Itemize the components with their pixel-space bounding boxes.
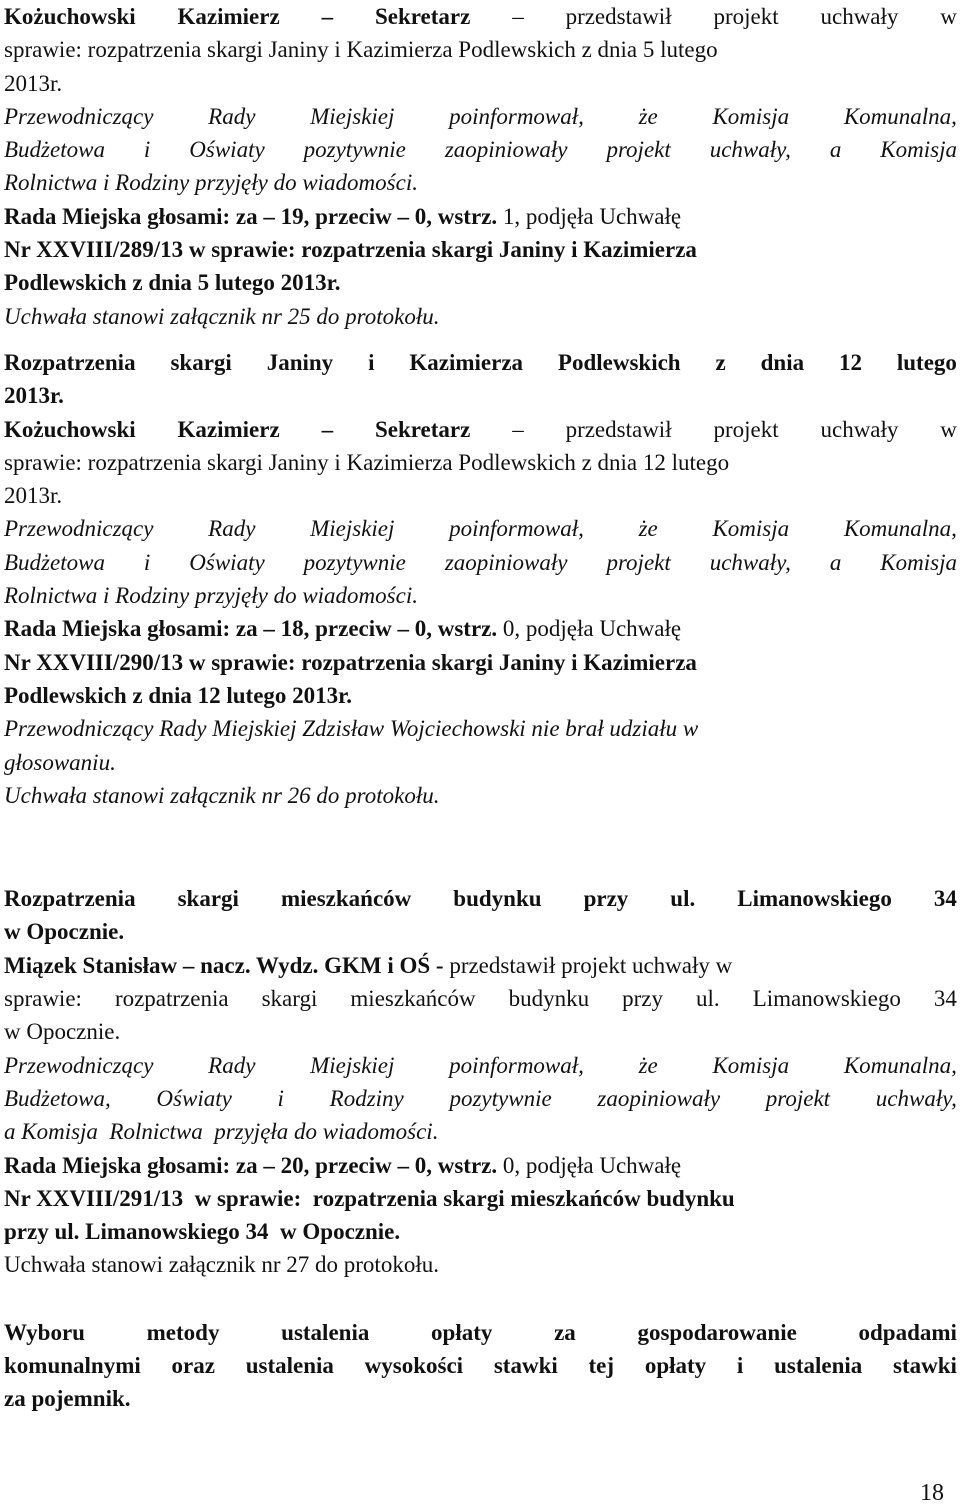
word: przedstawił xyxy=(565,416,672,442)
word: Kazimierz xyxy=(177,416,280,442)
word: a xyxy=(829,137,842,163)
subject-line xyxy=(4,982,957,1015)
word: z xyxy=(715,349,726,375)
word: komunalnymi xyxy=(4,1352,141,1378)
word: Komunalna, xyxy=(843,516,957,542)
resolution-number: Nr XXVIII/289/13 w sprawie: rozpatrzenia skargi Janiny i Kazimierza xyxy=(4,237,697,263)
word: skargi xyxy=(261,986,318,1012)
word: Budżetowa xyxy=(4,137,105,163)
word: uchwały xyxy=(820,4,899,29)
word: Rozpatrzenia xyxy=(4,886,136,912)
vote-result xyxy=(4,1149,960,1182)
word: wysokości xyxy=(364,1352,464,1378)
chairman-note: Przewodniczący Rady Miejskiej Zdzisław Wojciechowski nie brał udziału w xyxy=(4,716,699,742)
word: uchwały, xyxy=(709,549,791,575)
vote-counts: Rada Miejska głosami: za – 18, przeciw – 0, wstrz. xyxy=(4,616,498,642)
resolution-subject: przy ul. Limanowskiego 34 w Opocznie. xyxy=(4,1219,401,1245)
word: – xyxy=(321,4,334,29)
section-heading-year: 2013r. xyxy=(4,383,64,409)
page-number: 18 xyxy=(920,1480,944,1506)
attachment-note: Uchwała stanowi załącznik nr 26 do protokołu. xyxy=(4,782,440,808)
word: Budżetowa xyxy=(4,549,105,575)
word: metody xyxy=(146,1319,220,1345)
subject-year: 2013r. xyxy=(4,70,63,96)
word: budynku xyxy=(453,886,542,912)
word: oraz xyxy=(171,1352,215,1378)
resolution-number: Nr XXVIII/290/13 w sprawie: rozpatrzenia skargi Janiny i Kazimierza xyxy=(4,649,697,675)
word: Przewodniczący xyxy=(4,516,154,542)
word: gospodarowanie xyxy=(637,1319,797,1345)
word: Oświaty xyxy=(189,137,265,163)
word: mieszkańców xyxy=(350,986,476,1012)
word: Komisja xyxy=(712,103,790,129)
attachment-note: Uchwała stanowi załącznik nr 27 do protokołu. xyxy=(4,1252,439,1278)
word: Podlewskich xyxy=(557,349,681,375)
word: Komisja xyxy=(880,137,957,163)
word: projekt xyxy=(606,549,671,575)
word: Komunalna, xyxy=(843,103,957,129)
word: tej xyxy=(588,1352,615,1378)
word: rozpatrzenia xyxy=(114,986,229,1012)
word: budynku xyxy=(508,986,590,1012)
word: w xyxy=(940,4,957,29)
attachment-note: Uchwała stanowi załącznik nr 25 do protokołu. xyxy=(4,303,440,329)
committee-opinion-line-3: Rolnictwa i Rodziny przyjęły do wiadomości. xyxy=(4,583,418,609)
word: Limanowskiego xyxy=(752,986,901,1012)
word: Rozpatrzenia xyxy=(4,349,136,375)
word: stawki xyxy=(893,1352,957,1378)
presenter-name: Miązek Stanisław – nacz. Wydz. GKM i OŚ - xyxy=(4,952,444,978)
committee-opinion-line-2 xyxy=(4,1082,957,1115)
word: i xyxy=(143,549,151,575)
vote-adopted: 1, podjęła Uchwałę xyxy=(497,203,682,229)
word: za xyxy=(554,1319,576,1345)
word: skargi xyxy=(170,349,232,375)
committee-opinion-line-3: a Komisja Rolnictwa przyjęła do wiadomości. xyxy=(4,1119,439,1145)
word: Rady xyxy=(208,516,256,542)
word: Sekretarz xyxy=(374,4,471,29)
word: że xyxy=(638,516,658,542)
word: ustalenia xyxy=(774,1352,863,1378)
presenter-line xyxy=(4,0,957,33)
committee-opinion-line-1 xyxy=(4,1049,957,1082)
word: lutego xyxy=(896,349,957,375)
word: Rodziny xyxy=(329,1085,404,1111)
word: projekt xyxy=(765,1085,831,1111)
word: uchwały, xyxy=(709,137,791,163)
subject-place: w Opocznie. xyxy=(4,1019,121,1045)
word: Komisja xyxy=(712,516,790,542)
word: Miejskiej xyxy=(310,1052,395,1078)
word: Przewodniczący xyxy=(4,1052,154,1078)
word: Komisja xyxy=(712,1052,790,1078)
committee-opinion-line-1 xyxy=(4,100,957,133)
word: mieszkańców xyxy=(280,886,412,912)
word: sprawie: xyxy=(4,986,82,1012)
word: ustalenia xyxy=(245,1352,334,1378)
word: projekt xyxy=(606,137,671,163)
word: Komisja xyxy=(880,549,957,575)
word: opłaty xyxy=(431,1319,493,1345)
word: ul. xyxy=(670,886,696,912)
word: Oświaty xyxy=(156,1085,232,1111)
resolution-290-block xyxy=(4,346,960,812)
word: i xyxy=(143,137,151,163)
word: uchwały, xyxy=(875,1085,957,1111)
section-heading xyxy=(4,882,957,915)
word: projekt xyxy=(713,416,779,442)
word: Komunalna, xyxy=(843,1052,957,1078)
word: Kazimierza xyxy=(409,349,524,375)
committee-opinion-line-2 xyxy=(4,133,957,166)
word: skargi xyxy=(177,886,239,912)
vote-counts: Rada Miejska głosami: za – 19, przeciw – 0, wstrz. xyxy=(4,203,498,229)
word: ul. xyxy=(696,986,720,1012)
word: ustalenia xyxy=(281,1319,370,1345)
presenter-line xyxy=(4,413,957,446)
word: pozytywnie xyxy=(303,137,406,163)
word: Janiny xyxy=(266,349,334,375)
word: zaopiniowały xyxy=(597,1085,721,1111)
word: przedstawił xyxy=(565,4,672,29)
word: że xyxy=(638,103,658,129)
resolution-number: Nr XXVIII/291/13 w sprawie: rozpatrzenia skargi mieszkańców budynku xyxy=(4,1185,735,1211)
word: a xyxy=(829,549,842,575)
resolution-subject: Podlewskich z dnia 5 lutego 2013r. xyxy=(4,270,341,296)
vote-result xyxy=(4,612,960,645)
word: Oświaty xyxy=(189,549,265,575)
word: – xyxy=(321,416,334,442)
word: Miejskiej xyxy=(310,516,395,542)
word: – xyxy=(512,4,524,29)
word: zaopiniowały xyxy=(444,137,568,163)
section-heading xyxy=(4,346,957,379)
word: – xyxy=(512,416,524,442)
chairman-note-cont: głosowaniu. xyxy=(4,749,116,775)
word: projekt xyxy=(713,4,779,29)
resolution-291-block xyxy=(4,882,960,1282)
word: dnia xyxy=(760,349,805,375)
subject-year: 2013r. xyxy=(4,483,63,509)
word: odpadami xyxy=(858,1319,957,1345)
section-heading-place: w Opocznie. xyxy=(4,919,125,945)
word: opłaty xyxy=(644,1352,707,1378)
presenter-action: przedstawił projekt uchwały w xyxy=(443,952,733,978)
committee-opinion-line-1 xyxy=(4,512,957,545)
word: Sekretarz xyxy=(374,416,471,442)
word: Budżetowa, xyxy=(4,1085,111,1111)
word: Kożuchowski xyxy=(4,4,136,29)
section-heading-line-2 xyxy=(4,1349,957,1382)
committee-opinion-line-3: Rolnictwa i Rodziny przyjęły do wiadomości. xyxy=(4,170,418,196)
word: uchwały xyxy=(820,416,899,442)
vote-counts: Rada Miejska głosami: za – 20, przeciw – 0, wstrz. xyxy=(4,1152,498,1178)
word: 12 xyxy=(838,349,862,375)
word: Miejskiej xyxy=(310,103,395,129)
word: Kożuchowski xyxy=(4,416,136,442)
vote-adopted: 0, podjęła Uchwałę xyxy=(497,1152,682,1178)
vote-adopted: 0, podjęła Uchwałę xyxy=(497,616,682,642)
word: poinformował, xyxy=(449,516,584,542)
word: pozytywnie xyxy=(303,549,406,575)
word: że xyxy=(638,1052,658,1078)
word: Rady xyxy=(208,1052,256,1078)
word: przy xyxy=(622,986,664,1012)
vote-result xyxy=(4,200,960,233)
section-heading-line-1 xyxy=(4,1316,957,1349)
word: poinformował, xyxy=(449,103,584,129)
word: w xyxy=(940,416,957,442)
resolution-289-block xyxy=(4,0,960,333)
word: przy xyxy=(583,886,629,912)
word: pozytywnie xyxy=(449,1085,552,1111)
subject-line: sprawie: rozpatrzenia skargi Janiny i Kazimierza Podlewskich z dnia 5 lutego xyxy=(4,37,718,63)
word: stawki xyxy=(493,1352,558,1378)
word: i xyxy=(368,349,375,375)
word: Rady xyxy=(208,103,256,129)
word: zaopiniowały xyxy=(444,549,568,575)
word: Kazimierz xyxy=(177,4,280,29)
word: 34 xyxy=(933,986,957,1012)
word: Limanowskiego xyxy=(737,886,892,912)
section-heading-line-3: za pojemnik. xyxy=(4,1386,131,1412)
subject-line: sprawie: rozpatrzenia skargi Janiny i Kazimierza Podlewskich z dnia 12 lutego xyxy=(4,449,730,475)
waste-fee-block xyxy=(4,1316,960,1416)
word: 34 xyxy=(933,886,957,912)
word: Wyboru xyxy=(4,1319,85,1345)
resolution-subject: Podlewskich z dnia 12 lutego 2013r. xyxy=(4,682,353,708)
presenter-line xyxy=(4,949,960,982)
word: Przewodniczący xyxy=(4,103,154,129)
word: i xyxy=(736,1352,744,1378)
word: i xyxy=(277,1085,284,1111)
word: poinformował, xyxy=(449,1052,584,1078)
committee-opinion-line-2 xyxy=(4,546,957,579)
